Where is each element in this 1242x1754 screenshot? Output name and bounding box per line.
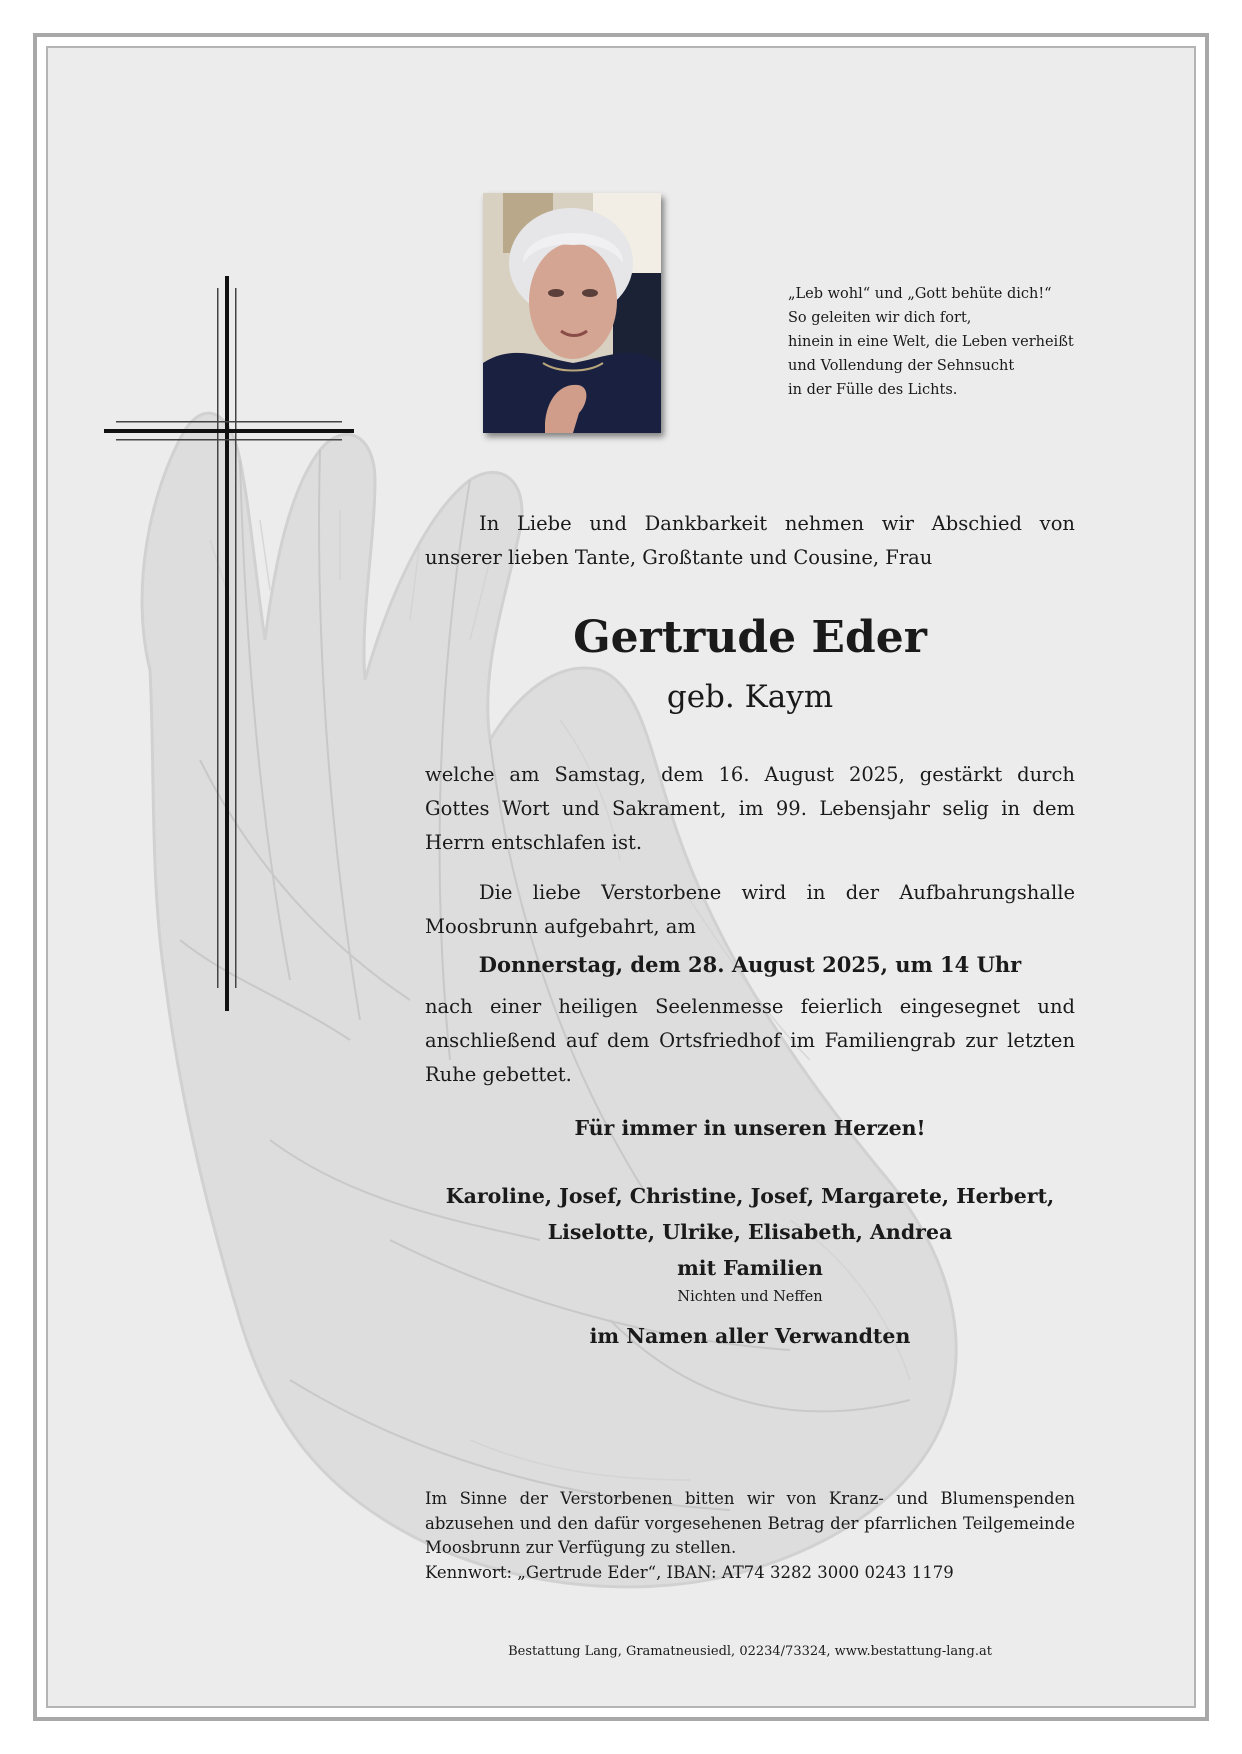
poem-line: in der Fülle des Lichts. <box>788 382 958 398</box>
mourners-line-4: Nichten und Neffen <box>677 1289 823 1305</box>
maiden-name: geb. Kaym <box>666 679 834 715</box>
poem-line: So geleiten wir dich fort, <box>788 310 972 326</box>
mourners-line-1: Karoline, Josef, Christine, Josef, Margarete, Herbert, <box>445 1184 1055 1208</box>
funeral-date: Donnerstag, dem 28. August 2025, um 14 Uhr <box>478 952 1022 977</box>
deceased-name: Gertrude Eder <box>573 612 927 663</box>
poem-line: „Leb wohl“ und „Gott behüte dich!“ <box>788 286 1052 302</box>
portrait-photo <box>483 193 661 433</box>
mourners-line-2: Liselotte, Ulrike, Elisabeth, Andrea <box>547 1220 953 1244</box>
donation-notice <box>425 1487 1075 1585</box>
poem-line: und Vollendung der Sehnsucht <box>788 358 1015 374</box>
intro-text: In Liebe und Dankbarkeit nehmen wir Abschied von unserer lieben Tante, Großtante und Cousine, Frau <box>425 512 1075 569</box>
mourners-line-5: im Namen aller Verwandten <box>589 1324 911 1348</box>
cross-symbol <box>104 276 354 1011</box>
death-notice: welche am Samstag, dem 16. August 2025, gestärkt durch Gottes Wort und Sakrament, im 99. Lebensjahr selig in dem Herrn entschlafen ist. <box>425 763 1075 854</box>
footer-funeral-home: Bestattung Lang, Gramatneusiedl, 02234/73324, www.bestattung-lang.at <box>508 1644 992 1659</box>
poem-line: hinein in eine Welt, die Leben verheißt <box>788 334 1074 350</box>
donation-text: Im Sinne der Verstorbenen bitten wir von Kranz- und Blumenspenden abzusehen und den dafür vorgesehenen Betrag der pfarrlichen Teilgemeinde Moosbrunn zur Verfügung zu stellen. <box>425 1489 1075 1557</box>
donation-reference: Kennwort: „Gertrude Eder“, IBAN: AT74 3282 3000 0243 1179 <box>425 1562 954 1582</box>
viewing-notice: Die liebe Verstorbene wird in der Aufbahrungshalle Moosbrunn aufgebahrt, am <box>425 881 1075 938</box>
motto: Für immer in unseren Herzen! <box>574 1116 926 1140</box>
burial-notice: nach einer heiligen Seelenmesse feierlich eingesegnet und anschließend auf dem Ortsfriedhof im Familiengrab zur letzten Ruhe gebettet. <box>425 995 1075 1086</box>
poem <box>788 282 1088 402</box>
mourners-line-3: mit Familien <box>677 1256 823 1280</box>
